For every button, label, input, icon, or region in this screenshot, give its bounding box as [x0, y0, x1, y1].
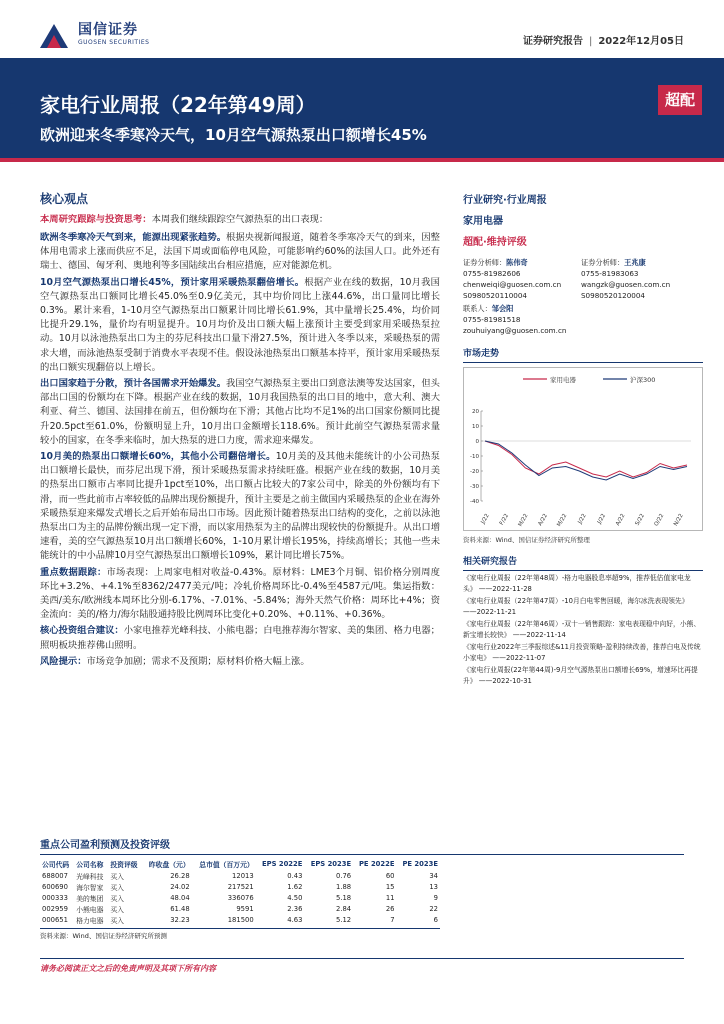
chart-series	[485, 441, 687, 480]
table-cell: 海尔智家	[76, 883, 104, 892]
table-cell: 000651	[42, 915, 68, 924]
col-pe-2022: PE 2022E	[358, 860, 395, 868]
table-cell: 0.76	[336, 871, 352, 880]
report-title: 家电行业周报（22年第49周）	[40, 93, 316, 117]
col-name: 公司名称	[76, 861, 104, 869]
col-code: 公司代码	[42, 861, 70, 869]
paragraph-energy	[40, 231, 440, 274]
analyst-phone: 0755-81982606	[463, 269, 521, 278]
y-tick-label: -40	[470, 499, 479, 505]
y-tick-label: 0	[475, 439, 479, 445]
core-viewpoints	[40, 190, 440, 671]
table-cell: 002959	[42, 904, 68, 913]
y-tick-label: -20	[470, 469, 479, 475]
analyst-email[interactable]: wangzk@guosen.com.cn	[581, 280, 671, 289]
market-chart-svg	[463, 367, 703, 531]
rating-badge: 超配	[658, 85, 702, 115]
analyst-2-title	[581, 257, 699, 268]
col-eps-2022: EPS 2022E	[261, 860, 303, 868]
table-cell: 26	[385, 904, 395, 913]
legend-label: 沪深300	[630, 376, 656, 384]
paragraph-destinations	[40, 377, 440, 448]
col-rating: 投资评级	[110, 861, 138, 869]
table-cell: 688007	[42, 871, 68, 880]
table-cell: 买入	[110, 916, 124, 925]
sidebar	[463, 190, 703, 686]
forecast-table-section	[40, 836, 684, 940]
guosen-logo-icon	[38, 18, 70, 50]
logo-text-cn: 国信证券	[78, 22, 138, 38]
para-text: 我国空气源热泵主要出口到意法澳等发达国家，但头部出口国的份额均在下降。根据产业在线的数据，10月我国热泵的出口目的地中，意大利、澳大利亚、荷兰、德国、法国排在前五，但份额均在下滑；其他占比均不足1%的出口国家份额同比提升20.5pct至61.0%，份额明显上升，10月出口金额增长118.6%。预计此前空气源热泵需求量较小的国家，在冬季来临时，加大热泵的进口力度，需求迎来爆发。	[40, 378, 440, 446]
contact-phone: 0755-81981518	[463, 315, 521, 324]
table-row	[40, 914, 440, 925]
x-tick-label: F/22	[498, 513, 511, 527]
related-report-item[interactable]: 《家电行业周报(22年第44周)-9月空气源热泵出口额增长69%，增速环比再提升》 ——2022-10-31	[463, 666, 698, 685]
table-cell: 2.36	[287, 904, 303, 913]
title-banner	[0, 58, 724, 162]
table-cell: 0.43	[287, 871, 303, 880]
x-tick-label: A/22	[615, 513, 627, 527]
table-header-row	[40, 858, 440, 870]
table-cell: 4.63	[287, 915, 303, 924]
table-cell: 买入	[110, 872, 124, 881]
chart-source: 资料来源：Wind、国信证券经济研究所整理	[463, 536, 590, 544]
series-line-appliances	[485, 441, 687, 477]
related-report-item[interactable]: 《家电行业周报（22年第46周）-双十一销售跟踪：家电表现稳中向好，小熊、新宝增长较快》 ——2022-11-14	[463, 620, 701, 639]
market-trend-title: 市场走势	[463, 346, 703, 363]
para-text: 根据央视新闻报道，随着冬季寒冷天气的到来，因整体用电需求上涨而供应不足，法国下周或面临停电风险，可能影响约60%的法国人口。此外还有瑞士、德国、匈牙利、奥地利等多国陆续出台相应措施，应对能源危机。	[40, 232, 440, 272]
table-cell: 15	[385, 882, 395, 891]
analyst-name: 陈伟奇	[506, 258, 528, 267]
table-cell: 6	[433, 915, 438, 924]
banner-accent-line	[0, 158, 724, 162]
paragraph-exports	[40, 276, 440, 375]
table-cell: 181500	[227, 915, 254, 924]
table-row	[40, 892, 440, 903]
table-cell: 22	[429, 904, 438, 913]
table-title: 重点公司盈利预测及投资评级	[40, 836, 684, 855]
table-row	[40, 881, 440, 892]
x-tick-label: S/22	[634, 513, 646, 527]
analyst-cert: S0980520110004	[463, 291, 528, 300]
table-cell: 买入	[110, 883, 124, 892]
related-report-item[interactable]: 《家电行业周报（22年第48周）-格力电器股息率超9%，推荐低估值家电龙头》 ——2022-11-28	[463, 574, 691, 593]
paragraph-data-tracking	[40, 566, 440, 623]
table-cell: 美的集团	[76, 894, 104, 903]
page-footer	[40, 958, 684, 973]
analyst-phone: 0755-81983063	[581, 269, 639, 278]
table-cell: 000333	[42, 893, 68, 902]
x-tick-label: N/22	[673, 513, 685, 528]
paragraph-risk	[40, 655, 440, 669]
chart-legend	[523, 375, 655, 384]
para-text: 市场竞争加剧；需求不及预期；原材料价格大幅上涨。	[86, 655, 310, 667]
table-cell: 336076	[227, 893, 254, 902]
contact-label: 联系人：	[463, 304, 492, 313]
table-cell: 2.84	[336, 904, 352, 913]
table-cell: 9591	[236, 904, 254, 913]
table-cell: 光峰科技	[76, 872, 104, 881]
industry-name: 家用电器	[463, 216, 503, 227]
table-row	[40, 870, 440, 881]
legend-label: 家用电器	[550, 376, 576, 384]
col-mktcap: 总市值（百万元）	[199, 861, 254, 869]
table-cell: 48.04	[170, 893, 190, 902]
paragraph-portfolio	[40, 624, 440, 652]
forecast-table	[40, 858, 440, 925]
table-cell: 600690	[42, 882, 68, 891]
para-text: 10月美的及其他未能统计的小公司热泵出口额增长最快，而芬尼出现下滑，预计采暖热泵需求持续旺盛。根据产业在线的数据，10月美的热泵出口额市占率同比提升1pct至10%，出口额占比较大的7家公司中，除美的外份额均有下滑，而一些此前市占率较低的品牌出现份额提升，预计主要是之前主做国内采暖热泵的企业在海外采暖热泵迎来爆发式增长之后开始布局出口市场。因此预计随着热泵出口结构的变化，之前以泳池热泵出口为主的品牌份额出现一定下滑，而以家用热泵为主的品牌出现较快的份额提升。从出口增速看，美的空气源热泵10月出口额增长60%，1-10月累计增长195%，持续高增长；其他一些未能统计的中小品牌10月空气源热泵出口额增长109%，累计同比增长75%。	[40, 451, 440, 562]
x-tick-label: A/22	[537, 513, 549, 527]
chart-frame	[464, 368, 703, 531]
table-cell: 小熊电器	[76, 905, 104, 914]
para-lead: 核心投资组合建议：	[40, 625, 124, 637]
page-header	[0, 0, 724, 58]
report-subtitle: 欧洲迎来冬季寒冷天气，10月空气源热泵出口额增长45%	[40, 126, 427, 144]
contact-name: 邹会阳	[491, 304, 514, 313]
y-tick-label: -30	[470, 484, 479, 490]
table-cell: 26.28	[170, 871, 190, 880]
contact-email[interactable]: zouhuiyang@guosen.com.cn	[463, 326, 567, 335]
related-report-item[interactable]: 《家电行业2022年三季报综述&11月投资策略-盈利持续改善，推荐白电及传统小家电》 ——2022-11-07	[463, 643, 701, 662]
table-cell: 9	[433, 893, 438, 902]
analyst-grid	[463, 257, 703, 301]
report-type: 证券研究报告	[522, 36, 583, 47]
series-line-csi300	[485, 441, 687, 480]
industry-rating: 超配·维持评级	[463, 237, 527, 248]
logo	[38, 18, 188, 52]
table-cell: 1.62	[287, 882, 303, 891]
table-cell: 32.23	[170, 915, 190, 924]
x-tick-label: O/22	[653, 513, 666, 528]
table-cell: 4.50	[287, 893, 303, 902]
table-cell: 217521	[227, 882, 254, 891]
para-lead: 重点数据跟踪：	[40, 566, 107, 578]
y-tick-label: 10	[472, 424, 479, 430]
table-cell: 1.88	[336, 882, 352, 891]
col-close: 昨收盘（元）	[148, 861, 190, 869]
y-tick-label: -10	[470, 454, 479, 460]
table-cell: 34	[429, 871, 438, 880]
para-text: 市场表现：上周家电相对收益-0.43%。原材料：LME3个月铜、铝价格分别周度环比+3.2%、+4.1%至8362/2477美元/吨；冷轧价格周环比-0.4%至4587元/吨。集运指数：美西/美东/欧洲线本周环比分别-6.17%、-7.01%、-5.84%；海外天然气价格：周环比+4%；资金流向：美的/格力/海尔陆股通持股比例周环比变化+0.20%、+0.11%、+0.36%。	[40, 566, 440, 621]
para-lead: 10月空气源热泵出口增长45%，预计家用采暖热泵翻倍增长。	[40, 276, 305, 288]
core-heading: 核心观点	[40, 192, 89, 206]
x-tick-label: J/22	[577, 513, 588, 526]
intro-text: 本周我们继续跟踪空气源热泵的出口表现：	[151, 214, 329, 225]
analyst-label: 证券分析师：	[463, 258, 507, 267]
para-text: 根据产业在线的数据，10月我国空气源热泵出口额同比增长45.0%至0.9亿美元，其中均价同比上涨44.6%，出口量同比增长0.3%。累计来看，1-10月空气源热泵出口额累计同比增长61.9%，其中量增长25.4%，均价同比提升29.1%，量价均有明显提升。10月均价及出口额大幅上涨预计主要受到家用采暖热泵拉动。10月以泳池热泵出口为主的芬尼科技出口量下滑27.5%，预计进入冬季以来，采暖热泵的需求大增，而泳池热泵受制于消费水平表现不佳。假设泳池热泵出口额基本持平，预计家用采暖热泵的出口额实现翻倍以上增长。	[40, 276, 440, 373]
x-tick-label: J/22	[480, 513, 491, 526]
related-reports-title: 相关研究报告	[463, 554, 703, 571]
disclaimer: 请务必阅读正文之后的免责声明及其项下所有内容	[40, 964, 216, 973]
x-tick-label: M/22	[517, 513, 530, 528]
table-cell: 60	[385, 871, 395, 880]
report-category: 行业研究·行业周报	[463, 195, 547, 206]
contact-block	[463, 303, 703, 336]
contact-title	[463, 303, 703, 314]
report-date: 2022年12月05日	[598, 36, 684, 47]
table-row	[40, 903, 440, 914]
analyst-label: 证券分析师：	[581, 258, 625, 267]
para-lead: 出口国家趋于分散，预计各国需求开始爆发。	[40, 378, 227, 390]
para-lead: 风险提示：	[40, 655, 87, 667]
table-cell: 13	[429, 882, 438, 891]
table-source: 资料来源：Wind、国信证券经济研究所预测	[40, 928, 440, 940]
para-lead: 欧洲冬季寒冷天气到来，能源出现紧张趋势。	[40, 232, 227, 243]
col-eps-2023: EPS 2023E	[310, 860, 352, 868]
related-report-item[interactable]: 《家电行业周报（22年第47周）-10月白电零售回暖，海尔冰洗表现领先》 ——2022-11-21	[463, 597, 689, 616]
table-cell: 24.02	[170, 882, 190, 891]
logo-text-en: GUOSEN SECURITIES	[78, 39, 150, 46]
analyst-email[interactable]: chenweiqi@guosen.com.cn	[463, 280, 562, 289]
table-cell: 格力电器	[76, 916, 104, 925]
market-chart	[463, 367, 703, 531]
table-cell: 11	[385, 893, 395, 902]
col-pe-2023: PE 2023E	[402, 860, 438, 868]
table-cell: 61.48	[170, 904, 190, 913]
para-lead: 10月美的热泵出口额增长60%，其他小公司翻倍增长。	[40, 451, 276, 463]
report-meta: 证券研究报告 | 2022年12月05日	[522, 36, 684, 47]
x-tick-label: M/22	[556, 513, 569, 528]
analyst-name: 王兆康	[624, 258, 646, 267]
intro-label: 本周研究跟踪与投资思考：	[40, 214, 152, 225]
table-cell: 5.12	[336, 915, 352, 924]
y-tick-label: 20	[472, 409, 479, 415]
table-cell: 买入	[110, 894, 124, 903]
x-tick-label: J/22	[596, 513, 608, 526]
intro	[40, 213, 440, 227]
analyst-1-title	[463, 257, 581, 268]
table-cell: 5.18	[336, 893, 352, 902]
analyst-cert: S0980520120004	[581, 291, 646, 300]
table-cell: 12013	[232, 871, 254, 880]
paragraph-midea	[40, 450, 440, 564]
table-cell: 买入	[110, 905, 124, 914]
table-cell: 7	[390, 915, 395, 924]
para-text: 小家电推荐光峰科技、小熊电器；白电推荐海尔智家、美的集团、格力电器；照明板块推荐佛山照明。	[40, 625, 440, 651]
